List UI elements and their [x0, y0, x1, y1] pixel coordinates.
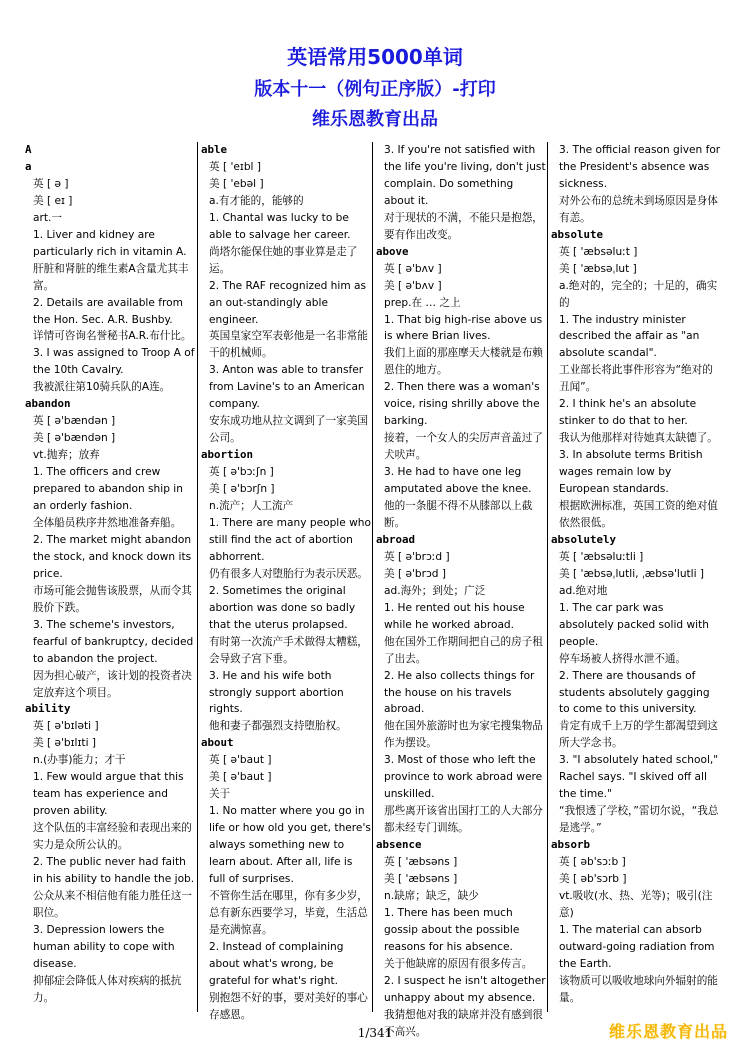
entry-line: 美 [ eɪ ] [33, 194, 73, 207]
headword: above [376, 244, 409, 258]
entry-line: 美 [ ə'bændən ] [33, 432, 116, 445]
headword: absolutely [551, 532, 617, 546]
entry-line: 美 [ 'æbsəˌlut ] [559, 262, 637, 275]
entry-line: 那些离开该省出国打工的人大部分都未经专门训练。 [384, 805, 543, 835]
headword: abortion [201, 448, 254, 462]
entry-line: 接着，一个女人的尖厉声音盖过了犬吠声。 [384, 432, 543, 462]
entry-line: 肝脏和肾脏的维生素A含量尤其丰富。 [33, 262, 189, 292]
entry-line: 1. The industry minister described the affair as "an absolute scandal". [559, 313, 700, 360]
entry-line: 1. He rented out his house while he worked abroad. [384, 601, 525, 631]
entry-line: 公众从来不相信他有能力胜任这一职位。 [33, 889, 192, 919]
headword: about [201, 736, 234, 750]
entry-line: 英 [ əb'sɔːb ] [559, 856, 626, 869]
entry-line: 美 [ 'æbsəns ] [384, 872, 458, 885]
entry-line: 1. The material can absorb outward-going radiation from the Earth. [559, 923, 715, 970]
entry-line: 2. The market might abandon the stock, and knock down its price. [33, 533, 192, 580]
entry-line: 英 [ ə ] [33, 177, 69, 190]
entry-line: 美 [ əb'sɔrb ] [559, 872, 627, 885]
entry-line: ad.海外；到处；广泛 [384, 584, 486, 597]
headword: a [25, 159, 32, 173]
entry-line: 美 [ 'ebəl ] [209, 177, 264, 190]
entry-line: 美 [ 'æbsəˌlutli, ˌæbsə'lutli ] [559, 567, 705, 580]
entry-line: 仍有很多人对堕胎行为表示厌恶。 [209, 567, 368, 580]
entry-line: 3. Most of those who left the province to work abroad were unskilled. [384, 754, 543, 801]
headword: abroad [376, 532, 416, 546]
headword: absence [376, 838, 422, 852]
headword: ability [25, 702, 71, 716]
entry-line: 关于他缺席的原因有很多传言。 [384, 957, 533, 970]
entry-line: 美 [ ə'bɪlɪti ] [33, 737, 97, 750]
entry-line: 他和妻子都强烈支持堕胎权。 [209, 720, 347, 733]
entry-line: 1. Few would argue that this team has experience and proven ability. [33, 771, 184, 818]
entry-line: a.绝对的，完全的；十足的，确实的 [559, 279, 718, 309]
entry-line: 英国皇家空军表彰他是一名非常能干的机械师。 [209, 330, 368, 360]
entry-line: 对于现状的不满，不能只是抱怨，要有作出改变。 [384, 211, 543, 241]
entry-line: 抑郁症会降低人体对疾病的抵抗力。 [33, 974, 182, 1004]
entry-line: 英 [ 'æbsəns ] [384, 856, 458, 869]
entry-line: 我认为他那样对待她真太缺德了。 [559, 432, 718, 445]
entry-line: 详情可咨询名誉秘书A.R.布什比。 [33, 330, 192, 343]
entry-line: 我被派往第10骑兵队的A连。 [33, 381, 171, 394]
entry-line: 2. I suspect he isn't altogether unhappy about my absence. [384, 974, 546, 1004]
entry-line: 英 [ 'æbsəluːtli ] [559, 550, 644, 563]
word-column-4 [550, 142, 722, 1012]
entry-line: 他在国外旅游时也为家宅搜集物品作为摆设。 [384, 720, 543, 750]
entry-line: 全体船员秩序井然地准备弃船。 [33, 516, 182, 529]
entry-line: 1. Chantal was lucky to be able to salvage her career. [209, 211, 351, 241]
entry-line: 2. Then there was a woman's voice, rising shrilly above the barking. [384, 381, 540, 428]
entry-line: 英 [ ə'bʌv ] [384, 262, 442, 275]
entry-line: art.一 [33, 211, 62, 224]
entry-line: 3. He and his wife both strongly support abortion rights. [209, 669, 344, 716]
entry-line: 他在国外工作期间把自己的房子租了出去。 [384, 635, 543, 665]
headword: absorb [551, 838, 591, 852]
entry-line: 安东成功地从拉文调到了一家美国公司。 [209, 415, 368, 445]
entry-line: 3. He had to have one leg amputated above the knee. [384, 466, 532, 496]
entry-line: 1. That big high-rise above us is where Brian lives. [384, 313, 543, 343]
entry-line: 我猜想他对我的缺席并没有感到很不高兴。 [384, 1008, 543, 1038]
entry-line: 2. The RAF recognized him as an out-standingly able engineer. [209, 279, 367, 326]
headword: A [25, 143, 32, 156]
entry-line: a.有才能的，能够的 [209, 194, 304, 207]
entry-line: 根据欧洲标准，英国工资的绝对值依然很低。 [559, 500, 718, 529]
entry-line: 2. He also collects things for the house on his travels abroad. [384, 669, 535, 716]
entry-line: 英 [ 'æbsəluːt ] [559, 245, 638, 258]
entry-line: 英 [ 'eɪbl ] [209, 160, 261, 173]
entry-line: 2. There are thousands of students absolutely gagging to come to this university. [559, 669, 710, 716]
entry-line: 不管你生活在哪里，你有多少岁，总有新东西要学习，毕竟，生活总是充满惊喜。 [209, 889, 368, 936]
entry-line: 3. I was assigned to Troop A of the 10th Cavalry. [33, 347, 195, 377]
entry-line: vt.抛弃；放弃 [33, 449, 100, 462]
entry-line: 2. Instead of complaining about what's wrong, be grateful for what's right. [209, 940, 344, 987]
entry-line: 英 [ ə'bɪləti ] [33, 720, 99, 733]
entry-line: 1. The car park was absolutely packed solid with people. [559, 601, 709, 648]
headword: absolute [551, 227, 604, 241]
entry-line: 2. Details are available from the Hon. Sec. A.R. Bushby. [33, 296, 183, 326]
entry-line: 3. Depression lowers the human ability to cope with disease. [33, 923, 175, 970]
entry-line: 1. No matter where you go in life or how old you get, there's always something new to learn about. After all, life is full of surprises. [209, 805, 371, 885]
entry-line: 市场可能会抛售该股票，从而令其股价下跌。 [33, 584, 192, 614]
entry-line: 2. I think he's an absolute stinker to do that to her. [559, 398, 697, 428]
entry-line: 3. Anton was able to transfer from Lavine's to an American company. [209, 364, 365, 411]
entry-line: n.缺席；缺乏，缺少 [384, 889, 479, 902]
document-title: 英语常用5000单词 [287, 45, 463, 69]
entry-line: 1. Liver and kidney are particularly rich in vitamin A. [33, 228, 187, 258]
entry-line: 英 [ ə'baut ] [209, 754, 272, 767]
entry-line: 工业部长将此事件形容为“绝对的丑闻”。 [559, 364, 713, 394]
entry-line: ad.绝对地 [559, 584, 608, 597]
entry-line: 美 [ ə'bʌv ] [384, 279, 442, 292]
entry-line: 这个队伍的丰富经验和表现出来的实力是众所公认的。 [33, 822, 192, 852]
entry-line: prep.在 … 之上 [384, 296, 461, 309]
entry-line: 美 [ ə'brɔd ] [384, 567, 447, 580]
entry-line: 我们上面的那座摩天大楼就是布赖恩住的地方。 [384, 347, 543, 377]
entry-line: 3. The scheme's investors, fearful of bankruptcy, decided to abandon the project. [33, 618, 194, 665]
entry-line: 1. There has been much gossip about the possible reasons for his absence. [384, 906, 520, 953]
entry-line: 停车场被人挤得水泄不通。 [559, 652, 687, 665]
entry-line: 对外公布的总统未到场原因是身体有恙。 [559, 194, 718, 224]
entry-line: n.流产；人工流产 [209, 500, 294, 513]
entry-line: 尚塔尔能保住她的事业算是走了运。 [209, 245, 358, 275]
entry-line: 美 [ ə'baut ] [209, 771, 272, 784]
headword: abandon [25, 397, 71, 411]
entry-line: n.(办事)能力；才干 [33, 754, 126, 767]
document-subtitle: 版本十一（例句正序版）-打印 [254, 79, 496, 100]
entry-line: 有时第一次流产手术做得太糟糕，会导致子宫下垂。 [209, 635, 368, 665]
entry-line: 2. The public never had faith in his ability to handle the job. [33, 856, 195, 885]
publisher-watermark: 维乐恩教育出品 [608, 1022, 728, 1041]
entry-line: 1. There are many people who still find the act of abortion abhorrent. [209, 516, 371, 563]
entry-line: 他的一条腿不得不从膝部以上截断。 [384, 500, 533, 529]
entry-line: 英 [ ə'bændən ] [33, 415, 116, 428]
entry-line: 因为担心破产，该计划的投资者决定放弃这个项目。 [33, 669, 192, 699]
entry-line: 该物质可以吸收地球向外辐射的能量。 [559, 974, 718, 1004]
entry-line: 3. The official reason given for the President's absence was sickness. [559, 144, 721, 190]
entry-line: 英 [ ə'bɔːʃn ] [209, 466, 274, 479]
entry-line: 肯定有成千上万的学生都渴望到这所大学念书。 [559, 720, 718, 750]
page-number: 1/341 [357, 1026, 393, 1040]
entry-line: 2. Sometimes the original abortion was done so badly that the uterus prolapsed. [209, 584, 356, 631]
entry-line: “我恨透了学校，”雷切尔说，“我总是逃学。” [559, 805, 719, 835]
headword: able [201, 143, 228, 156]
word-column-3 [375, 142, 547, 1038]
word-column-1 [24, 142, 196, 1012]
entry-line: 别抱怨不好的事，要对美好的事心存感恩。 [209, 991, 368, 1021]
entry-line: vt.吸收(水、热、光等)；吸引(注意) [559, 889, 713, 919]
entry-line: 3. If you're not satisfied with the life you're living, don't just complain. Do something about it. [384, 144, 546, 207]
entry-line: 3. "I absolutely hated school," Rachel says. "I skived off all the time." [559, 754, 719, 801]
entry-line: 关于 [209, 788, 231, 801]
entry-line: 1. The officers and crew prepared to abandon ship in an orderly fashion. [33, 466, 183, 513]
word-column-2 [200, 142, 372, 1021]
document-publisher: 维乐恩教育出品 [312, 109, 438, 130]
entry-line: 美 [ ə'bɔrʃn ] [209, 483, 275, 496]
entry-line: 3. In absolute terms British wages remain low by European standards. [559, 449, 703, 496]
entry-line: 英 [ ə'brɔːd ] [384, 550, 450, 563]
